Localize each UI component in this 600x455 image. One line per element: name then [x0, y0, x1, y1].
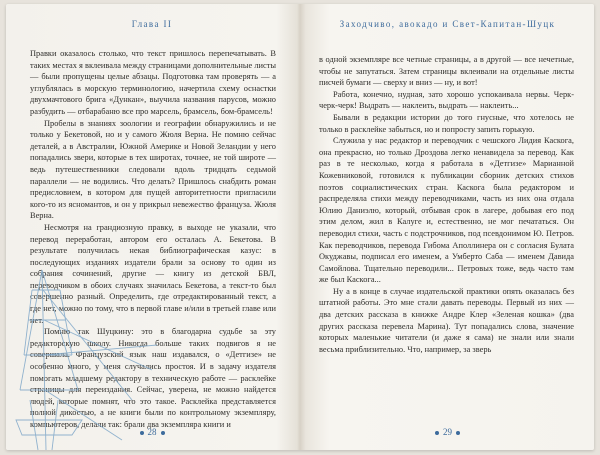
- left-body-text: [30, 48, 276, 429]
- right-running-head: Заходчиво, авокадо и Свет-Капитан-Шуцк: [339, 19, 556, 29]
- book-spread: [6, 4, 594, 450]
- bullet-icon: [161, 431, 165, 435]
- paragraph: Служила у нас редактор и переводчик с чешского Лидия Каскога, она прекрасно, но только Дроздова легко ненавидела за перевод. Как раз в те несколько, когда я работала в «Детгизе» Марианной Кожевниковой, готовился к публикации сборник детских стихов поэтов социалистических стран. Каскога была редактором и распределяла стихи между переводчиками, часть из них она отдала Юлию Даниэлю, который, отбывая срок в лагере, добывая его под этим делом, жил в Калуге и, естественно, не мог печататься. Он переводил стихи, часть с подстрочников, под псевдонимом Ю. Петров. Как переводчиков, перевода Гибома Аполлинера он с согласия Булата Окуджавы, подписал его именем, а Умберто Саба — именем Давида Самойлова. Тщательно переводили... Петровых тоже, ведь часто там же был Каскога...: [319, 136, 574, 285]
- left-page: [12, 4, 292, 450]
- paragraph: Правки оказалось столько, что текст пришлось перепечатывать. В таких местах я вклеивала между страницами дополнительные листы — были пропущены целые абзацы. Подготовка там проверять — а углублялась в морскую терминологию, начертила схему оснастки двухмачтового брига «Дункан», выучила названия парусов, можно разбудить — отбарабаню все про марсель, брамсель, бом-брамсель!: [30, 49, 276, 116]
- paragraph: Бывали в редакции истории до того гнусные, что хотелось не только в расклейке забыться, но и попросту запить горькую.: [319, 112, 574, 134]
- paragraph: Помню так Шуцкину: это в благодарна судьбе за эту редакторскую школу. Никогда больше таких подвигов я не совершала. Французский язык наш издавался, о «Детгизе» не особенно много, у меня случались простоя. И в задачу издателя помогать младшему редактору в техническую работе — расклейке страницы для переиздания. Сейчас, уверена, не можно найдется людей, которые помнят, что это такое. Расклейка представляется полной дикостью, а не книги были по контрольному экземпляру, компьютеров, делали так: брали два экземпляра книги и: [30, 327, 276, 429]
- paragraph: Ну а в конце в случае издательской практики опять оказалась без штатной работы. Это мне стали давать переводы. Первый из них — два детских рассказа в книжке Андре Клер «Зеленая кошка» (два других рассказа перевела Марина). Тут попадались слова, значение которых маленькие читатели (и даже я сама) не знали или знали весьма приблизительно. Что, например, за зверь: [319, 286, 574, 354]
- paragraph: Пробелы в знаниях зоологии и географии обнаружились и не только у Бекетовой, но и у самого Жюля Верна. Не помню сейчас деталей, а в Австралии, Южной Америке и Новой Зеландии у него попадались звери, которые в тех широтах, точнее, не той широте — ведь путешественники следовали вдоль тридцать седьмой параллели — не водились. Что делать? Пришлось снабдить роман предисловием, в котором для пущей авторитетности пригласили кого-то из ясномантов, и он у прикрыл невежество француза. Жюля Верна.: [30, 118, 276, 221]
- paragraph: Несмотря на грандиозную правку, в выходе не указали, что перевод переработан, автором его осталась А. Бекетова. В результате получилась некая библиографическая казус: в последующих изданиях издатели брали за основу то один из собрания сочинений, другие — книгу из детской БВЛ, переводчиком в обоих случаях значилась Бекетова, а текст-то был совершенно разный. Определить, где отредактированный текст, а где нет, можно по тому, что в первой главе и/или в третьей главе или нет.: [30, 222, 276, 325]
- left-page-number: 28: [12, 427, 292, 437]
- right-body-text: [319, 54, 574, 414]
- bullet-icon: [140, 431, 144, 435]
- right-page-number: 29: [305, 427, 590, 437]
- paragraph: Работа, конечно, нудная, зато хорошо успокаивала нервы. Черк-черк-черк! Выдрать — наклеить, выдрать — наклеить...: [319, 89, 574, 111]
- bullet-icon: [435, 431, 439, 435]
- paragraph: в одной экземпляре все четные страницы, а в другой — все нечетные, чтобы не запутаться. Затем страницы вклеивали на отдельные листы писчей бумаги — сверху и вниз — ну, и вот!: [319, 55, 574, 88]
- right-page: [305, 4, 590, 450]
- bullet-icon: [456, 431, 460, 435]
- left-running-head: Глава II: [131, 19, 173, 29]
